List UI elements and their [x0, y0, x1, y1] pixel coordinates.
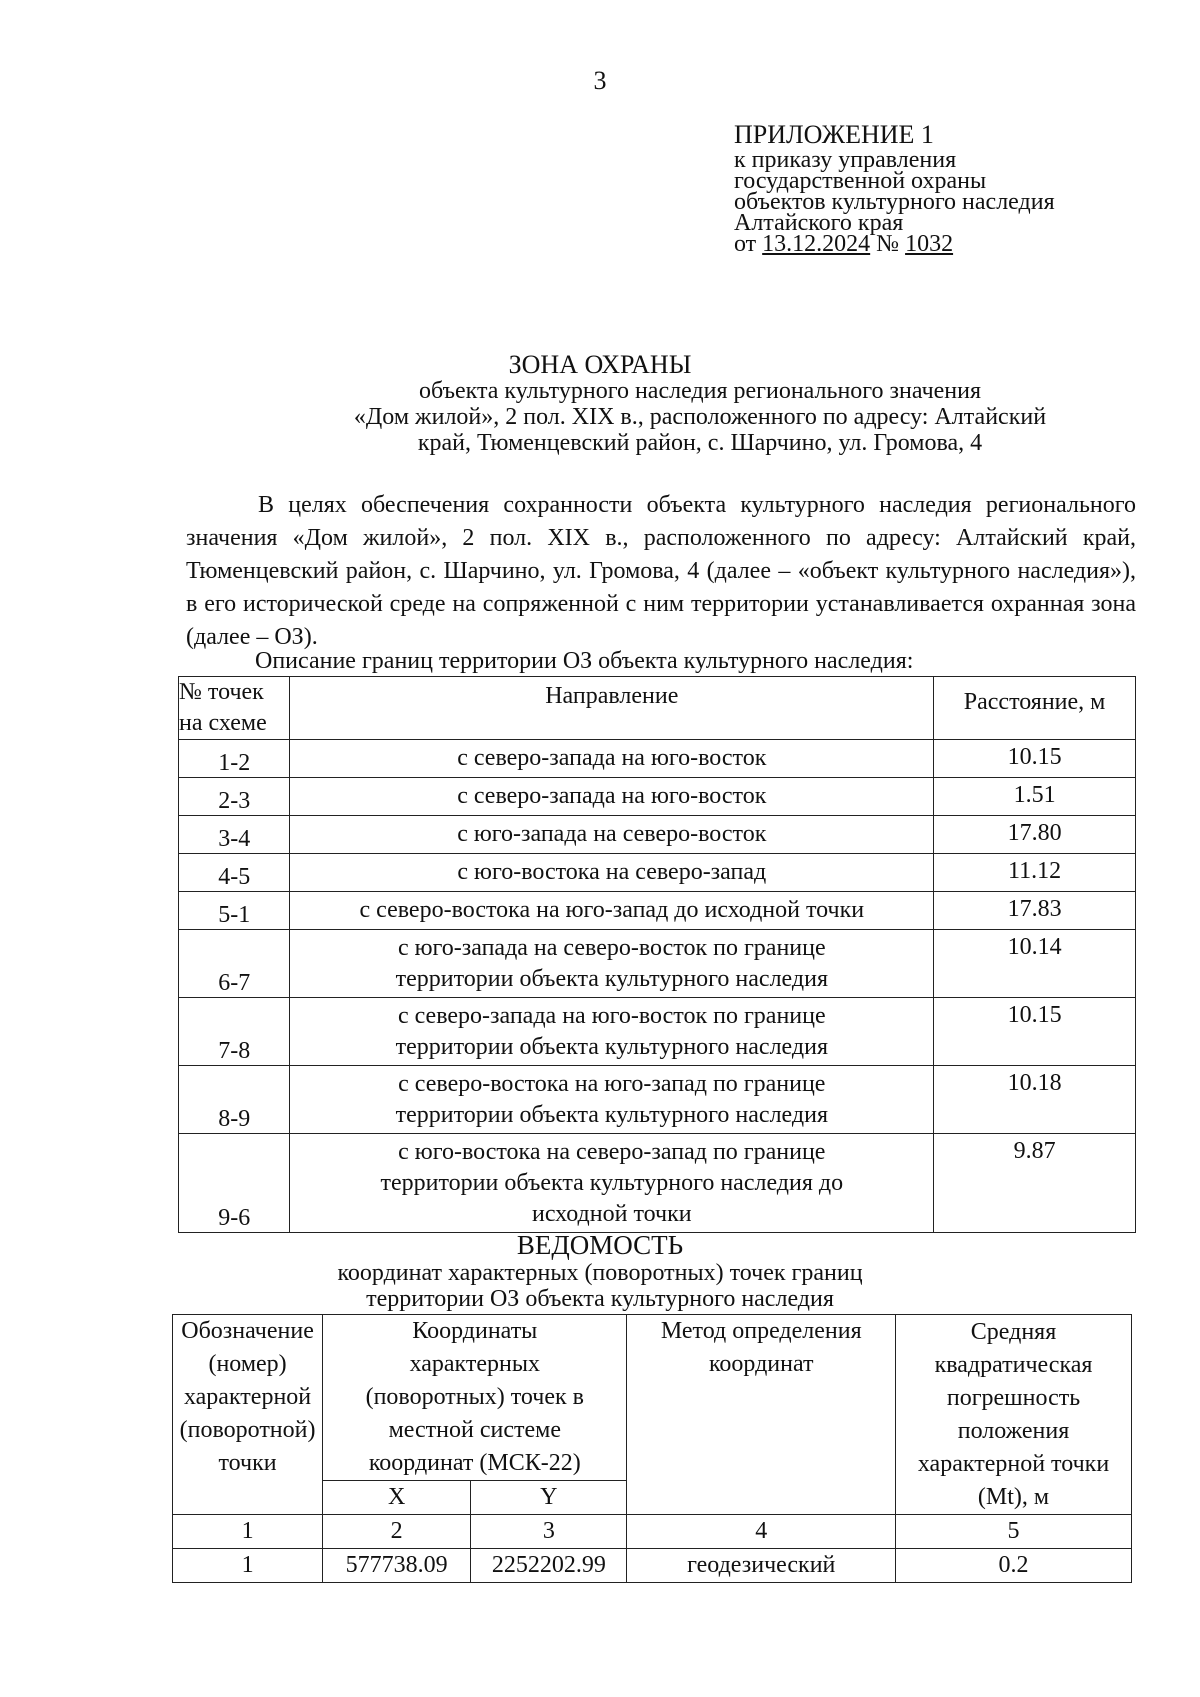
appendix-line: объектов культурного наследия: [734, 189, 1055, 215]
zone-subtitle: [250, 378, 1150, 456]
direction-line: с северо-востока на юго-запад по границе: [398, 1070, 826, 1097]
cell-direction: с северо-запада на юго-восток: [290, 740, 934, 778]
header-coordinates: [323, 1315, 627, 1481]
header-line: характерных: [409, 1351, 541, 1377]
cell-direction: [290, 1066, 934, 1134]
zone-title: ЗОНА ОХРАНЫ: [508, 350, 692, 379]
cell-points: 7-8: [179, 998, 290, 1066]
date-prefix: от: [734, 231, 757, 257]
cell-direction: с юго-востока на северо-запад: [290, 854, 934, 892]
header-line: Обозначение: [181, 1318, 314, 1344]
subtitle-line: край, Тюменцевский район, с. Шарчино, ул. Громова, 4: [417, 430, 983, 456]
header-line: Средняя: [970, 1319, 1057, 1345]
appendix-date-line: [734, 231, 1055, 257]
table-row: [179, 892, 1136, 930]
cell-points: 6-7: [179, 930, 290, 998]
table-row: [179, 1066, 1136, 1134]
header-line: характерной: [183, 1384, 312, 1410]
cell-points: 1-2: [179, 740, 290, 778]
intro-paragraph: [186, 489, 1136, 654]
header-line: (Mt), м: [977, 1484, 1050, 1510]
cell-direction: [290, 998, 934, 1066]
cell-distance: 10.15: [934, 998, 1136, 1066]
direction-line: с северо-запада на юго-восток по границе: [397, 1002, 826, 1029]
coordinates-table: [172, 1314, 1132, 1583]
direction-line: с юго-запада на северо-восток по границе: [397, 934, 826, 961]
cell-points: 4-5: [179, 854, 290, 892]
appendix-title: ПРИЛОЖЕНИЕ 1: [734, 120, 934, 149]
header-points-line: № точек: [179, 679, 264, 705]
header-points-line: на схеме: [179, 710, 267, 736]
subtitle-line: объекта культурного наследия регионального значения: [418, 378, 982, 404]
header-distance: Расстояние, м: [934, 677, 1136, 740]
header-line: местной системе: [388, 1417, 561, 1443]
cell-points: 2-3: [179, 778, 290, 816]
cell-distance: 10.14: [934, 930, 1136, 998]
cell-points: 5-1: [179, 892, 290, 930]
cell-distance: 10.15: [934, 740, 1136, 778]
table-row: [179, 816, 1136, 854]
appendix-line: Алтайского края: [734, 210, 904, 236]
order-number: 1032: [905, 231, 954, 257]
cell-points: 3-4: [179, 816, 290, 854]
cell-distance: 17.80: [934, 816, 1136, 854]
header-error: [896, 1315, 1132, 1549]
column-number: 4: [627, 1515, 896, 1549]
vedomost-subtitle-line: координат характерных (поворотных) точек границ: [337, 1260, 863, 1286]
column-number: 3: [471, 1515, 627, 1549]
direction-line: с юго-востока на северо-запад по границе: [398, 1138, 826, 1165]
cell-point: 1: [173, 1549, 323, 1583]
table-row: [173, 1549, 1132, 1583]
appendix-block: [734, 120, 1055, 255]
direction-line: территории объекта культурного наследия: [395, 1033, 828, 1060]
header-y: Y: [471, 1481, 627, 1515]
cell-direction: [290, 930, 934, 998]
header-direction: Направление: [290, 677, 934, 740]
table-row: [179, 998, 1136, 1066]
header-line: (поворотных) точек в: [365, 1384, 584, 1410]
header-method: [627, 1315, 896, 1515]
header-line: квадратическая: [934, 1352, 1093, 1378]
header-line: (номер): [208, 1351, 287, 1377]
header-line: координат: [708, 1351, 814, 1377]
boundary-table: [178, 676, 1136, 1233]
header-line: точки: [218, 1450, 277, 1476]
column-number: 2: [323, 1515, 471, 1549]
cell-y: 2252202.99: [471, 1549, 627, 1583]
cell-direction: с юго-запада на северо-восток: [290, 816, 934, 854]
table-row: [179, 854, 1136, 892]
cell-distance: 1.51: [934, 778, 1136, 816]
cell-distance: 17.83: [934, 892, 1136, 930]
table-header-row: [179, 677, 1136, 740]
table-row: [179, 740, 1136, 778]
cell-distance: 9.87: [934, 1134, 1136, 1233]
description-caption: Описание границ территории ОЗ объекта культурного наследия:: [255, 648, 914, 674]
table-row: [179, 1134, 1136, 1233]
number-sign: №: [876, 231, 900, 257]
cell-points: 8-9: [179, 1066, 290, 1134]
cell-direction: с северо-востока на юго-запад до исходной точки: [290, 892, 934, 930]
column-number-5: 5: [895, 1514, 1132, 1548]
page-number: 3: [593, 66, 607, 95]
direction-line: исходной точки: [531, 1200, 692, 1227]
header-line: координат (МСК-22): [368, 1450, 581, 1476]
cell-distance: 10.18: [934, 1066, 1136, 1134]
direction-line: территории объекта культурного наследия: [395, 1101, 828, 1128]
header-point-designation: [173, 1315, 323, 1515]
header-line: Координаты: [412, 1318, 538, 1344]
header-line: положения: [957, 1418, 1070, 1444]
cell-direction: [290, 1134, 934, 1233]
order-date: 13.12.2024: [762, 231, 871, 257]
header-line: погрешность: [946, 1385, 1081, 1411]
vedomost-subtitle: [0, 1260, 1200, 1312]
appendix-line: государственной охраны: [734, 168, 987, 194]
header-line: (поворотной): [179, 1417, 316, 1443]
direction-line: территории объекта культурного наследия до: [380, 1169, 844, 1196]
header-x: X: [323, 1481, 471, 1515]
vedomost-title: ВЕДОМОСТЬ: [516, 1230, 684, 1260]
table-row: [179, 930, 1136, 998]
header-line: характерной точки: [917, 1451, 1110, 1477]
direction-line: территории объекта культурного наследия: [395, 965, 828, 992]
table-row: [179, 778, 1136, 816]
coords-header-row: [173, 1315, 1132, 1481]
column-number: 1: [173, 1515, 323, 1549]
appendix-line: к приказу управления: [734, 147, 957, 173]
cell-distance: 11.12: [934, 854, 1136, 892]
intro-text: В целях обеспечения сохранности объекта культурного наследия регионального значения «Дом жилой», 2 пол. XIX в., расположенного по адресу: Алтайский край, Тюменцевский район, с. Шарчино, ул. Громова, 4 (далее – «объект культурного наследия»), в его исторической среде на сопряженной с ним территории устанавливается охранная зона (далее – ОЗ).: [186, 492, 1136, 650]
cell-method: геодезический: [627, 1549, 896, 1583]
vedomost-subtitle-line: территории ОЗ объекта культурного наследия: [366, 1286, 834, 1312]
subtitle-line: «Дом жилой», 2 пол. XIX в., расположенного по адресу: Алтайский: [353, 404, 1047, 430]
cell-points: 9-6: [179, 1134, 290, 1233]
header-line: Метод определения: [660, 1318, 862, 1344]
cell-error: 0.2: [896, 1549, 1132, 1583]
header-points: [179, 677, 290, 740]
cell-direction: с северо-запада на юго-восток: [290, 778, 934, 816]
cell-x: 577738.09: [323, 1549, 471, 1583]
